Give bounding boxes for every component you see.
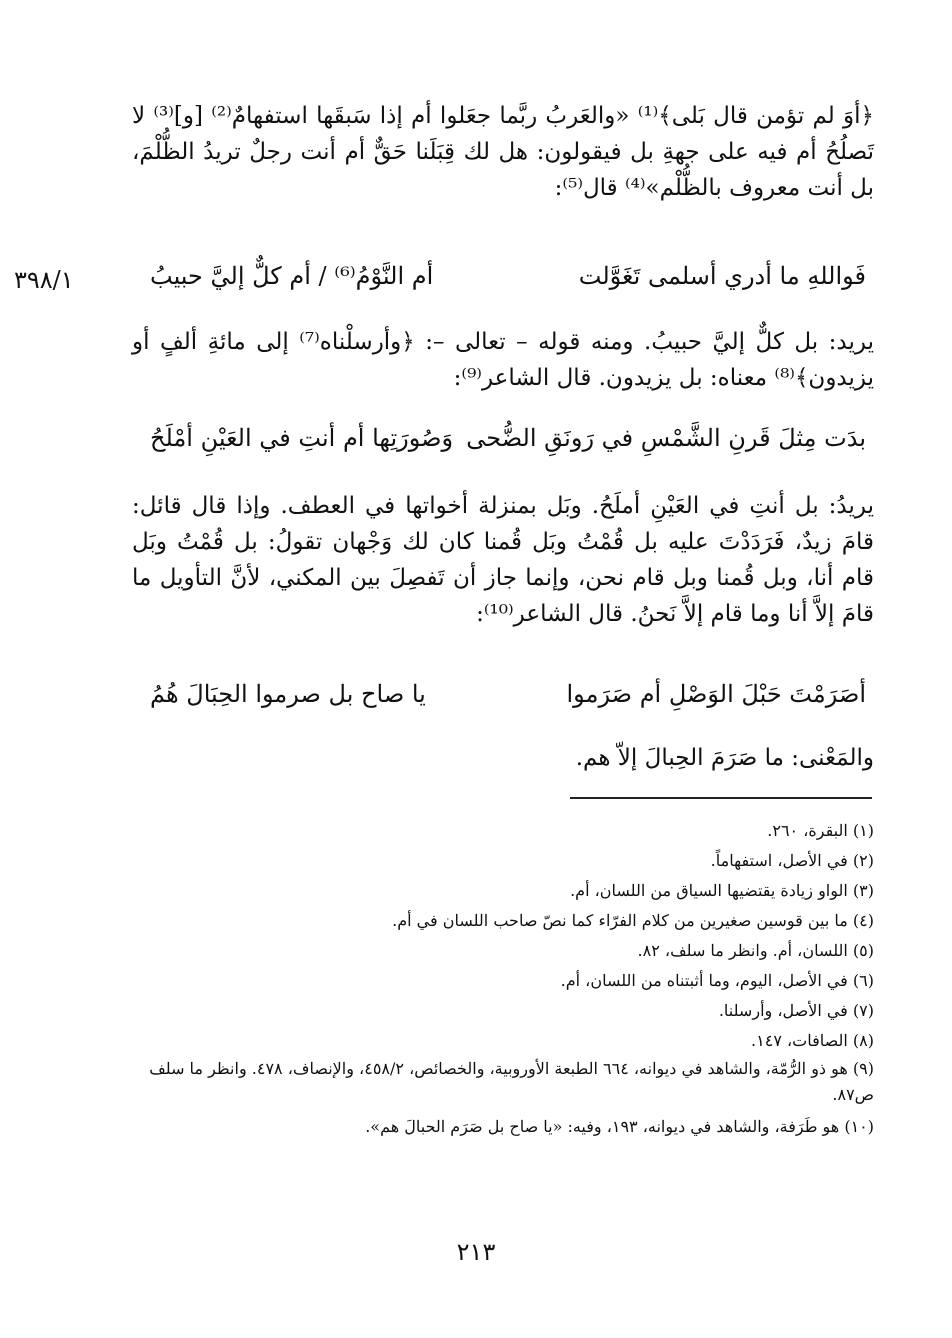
footnotes <box>132 816 874 1142</box>
footnote-2: (٢) في الأصل، استفهاماً. <box>710 851 874 870</box>
margin-reference: ٣٩٨/١ <box>14 266 74 294</box>
paragraph-3: يريدُ: بل أنتِ في العَيْنِ أملَحُ. وبَل بمنزلة أخواتها في العطف. وإذا قال قائل: قامَ زيدٌ، فَرَدَدْتَ عليه بل قُمْتُ وبَل قُمنا كان لك وَجْهان تقولُ: بل قُمْتُ وبَل قام أنا، وبل قُمنا وبل قام نحن، وإنما جاز أن تَفصِلَ بين المكني، لأنَّ التأويل ما قامَ إلاَّ أنا وما قام إلاَّ نَحنُ. قال الشاعر⁽¹⁰⁾: <box>132 493 874 627</box>
footnote-9: (٩) هو ذو الرُّمّة، والشاهد في ديوانه، ٦٦٤ الطبعة الأوروبية، والخصائص، ٤٥٨/٢، والإنصاف، ٤٧٨. وانظر ما سلف ص٨٧. <box>149 1059 874 1104</box>
paragraph-1: ﴿أوَ لم تؤمن قال بَلى﴾⁽¹⁾ «والعَربُ ربَّما جعَلوا أم إذا سَبقَها استفهامٌ⁽²⁾ [و]⁽³⁾ لا تَصلُحُ أم فيه على جهةِ بل فيقولون: هل لك قِبَلَنا حَقٌّ أم أنت رجلٌ تريدُ الظُّلْمَ، بل أنت معروف بالظُّلْم»⁽⁴⁾ قال⁽⁵⁾: <box>132 103 875 201</box>
footnote-4: (٤) ما بين قوسين صغيرين من كلام الفرّاء كما نصّ صاحب اللسان في أم. <box>392 911 874 930</box>
verse-3-second-hemistich: يا صاح بل صرموا الحِبَالَ هُمُ <box>150 680 426 708</box>
paragraph-2: يريد: بل كلٌّ إليَّ حبيبُ. ومنه قوله – تعالى –: ﴿وأرسلْناه⁽⁷⁾ إلى مائةِ ألفٍ أو يزيدون﴾⁽⁸⁾ معناه: بل يزيدون. قال الشاعر⁽⁹⁾: <box>132 329 874 391</box>
verse-2-first-hemistich: بدَت مِثلَ قَرنِ الشَّمْسِ في رَونَقِ الضُّحى <box>466 424 866 452</box>
paragraph-4: والمَعْنى: ما صَرَمَ الحِبالَ إلاّ هم. <box>575 745 874 771</box>
verse-2-second-hemistich: وَصُورَتِها أم أنتِ في العَيْنِ أمْلَحُ <box>150 424 454 452</box>
footnote-1: (١) البقرة، ٢٦٠. <box>767 821 874 840</box>
footnote-7: (٧) في الأصل، وأرسلنا. <box>718 1001 874 1020</box>
verse-1-first-hemistich: فَواللهِ ما أدري أسلمى تَغَوَّلت <box>578 262 866 290</box>
footnote-3: (٣) الواو زيادة يقتضيها السياق من اللسان، أم. <box>570 881 874 900</box>
verse-1 <box>150 262 866 306</box>
page-number: ٢١٣ <box>456 1238 496 1266</box>
verse-3-first-hemistich: أصَرَمْتَ حَبْلَ الوَصْلِ أم صَرَموا <box>566 680 866 708</box>
verse-3 <box>150 680 866 724</box>
footnote-10: (١٠) هو طَرَفة، والشاهد في ديوانه، ١٩٣، وفيه: «يا صاح بل صَرَم الحبالَ هم». <box>365 1117 874 1136</box>
footnote-separator <box>570 797 872 799</box>
verse-2 <box>150 424 866 468</box>
footnote-8: (٨) الصافات، ١٤٧. <box>751 1031 874 1050</box>
footnote-5: (٥) اللسان، أم. وانظر ما سلف، ٨٢. <box>637 941 874 960</box>
verse-1-second-hemistich: أم النَّوْمُ⁽⁶⁾ / أم كلٌّ إليَّ حبيبُ <box>150 262 434 290</box>
footnote-6: (٦) في الأصل، اليوم، وما أثبتناه من اللسان، أم. <box>560 971 874 990</box>
